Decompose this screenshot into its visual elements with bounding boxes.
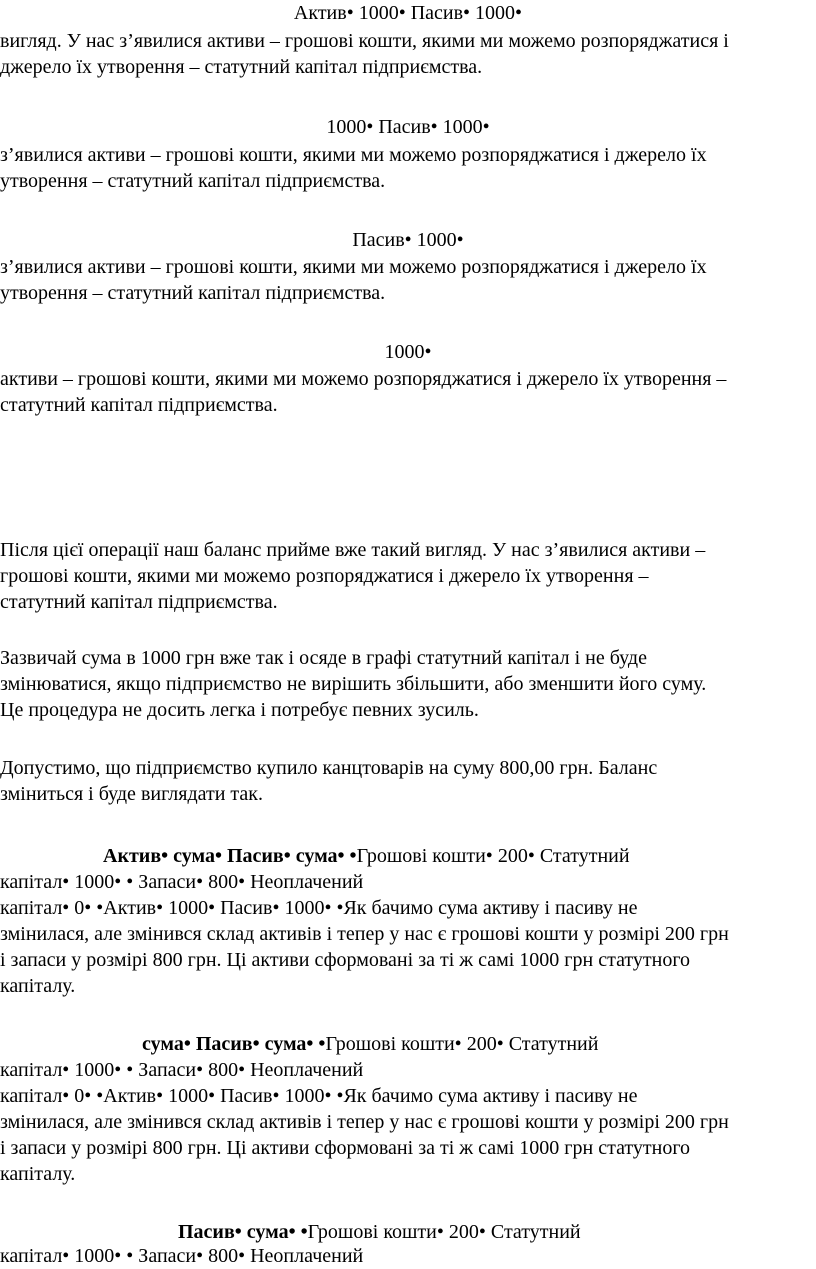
paragraph-line: грошові кошти, якими ми можемо розпоряджатися і джерело їх утворення – bbox=[0, 565, 649, 587]
paragraph-line: статутний капітал підприємства. bbox=[0, 591, 278, 613]
paragraph-line: капітал• 1000• • Запаси• 800• Неоплачений bbox=[0, 1245, 364, 1267]
table-text: Грошові кошти• 200• Статутний bbox=[325, 1033, 599, 1055]
paragraph-line: статутний капітал підприємства. bbox=[0, 394, 278, 416]
paragraph-line: капітал• 0• •Актив• 1000• Пасив• 1000• •Як бачимо сума активу і пасиву не bbox=[0, 897, 638, 919]
paragraph-line: джерело їх утворення – статутний капітал підприємства. bbox=[0, 56, 483, 78]
paragraph-line: і запаси у розмірі 800 грн. Ці активи сформовані за ті ж самі 1000 грн статутного bbox=[0, 1137, 691, 1159]
balance-table-header: Актив• сума• Пасив• сума• • bbox=[103, 845, 357, 867]
paragraph-line: утворення – статутний капітал підприємства. bbox=[0, 282, 386, 304]
paragraph-line: капіталу. bbox=[0, 1163, 76, 1185]
balance-header-line: 1000• Пасив• 1000• bbox=[326, 116, 490, 138]
paragraph-line: зміниться і буде виглядати так. bbox=[0, 783, 264, 805]
balance-table-header-line bbox=[0, 1031, 816, 1057]
paragraph-line: Допустимо, що підприємство купило канцтоварів на суму 800,00 грн. Баланс bbox=[0, 757, 658, 779]
balance-header-line: Пасив• 1000• bbox=[352, 229, 464, 251]
paragraph-line: капітал• 1000• • Запаси• 800• Неоплачений bbox=[0, 871, 364, 893]
balance-table-header-line bbox=[0, 843, 816, 869]
table-text: Грошові кошти• 200• Статутний bbox=[356, 845, 630, 867]
paragraph-line: з’явилися активи – грошові кошти, якими ми можемо розпоряджатися і джерело їх bbox=[0, 144, 707, 166]
paragraph-line: Після цієї операції наш баланс прийме вже такий вигляд. У нас з’явилися активи – bbox=[0, 539, 706, 561]
table-text: Грошові кошти• 200• Статутний bbox=[307, 1221, 581, 1243]
balance-table-header: Пасив• сума• • bbox=[178, 1221, 308, 1243]
balance-table-header-line bbox=[0, 1219, 816, 1245]
paragraph-line: утворення – статутний капітал підприємства. bbox=[0, 170, 386, 192]
paragraph-line: з’явилися активи – грошові кошти, якими ми можемо розпоряджатися і джерело їх bbox=[0, 256, 707, 278]
paragraph-line: змінюватися, якщо підприємство не вирішить збільшити, або зменшити його суму. bbox=[0, 673, 707, 695]
paragraph-line: капіталу. bbox=[0, 975, 76, 997]
paragraph-line: і запаси у розмірі 800 грн. Ці активи сформовані за ті ж самі 1000 грн статутного bbox=[0, 949, 691, 971]
paragraph-line: змінилася, але змінився склад активів і тепер у нас є грошові кошти у розмірі 200 грн bbox=[0, 1111, 729, 1133]
balance-header-line: Актив• 1000• Пасив• 1000• bbox=[293, 2, 523, 24]
balance-table-header: сума• Пасив• сума• • bbox=[142, 1033, 326, 1055]
paragraph-line: капітал• 0• •Актив• 1000• Пасив• 1000• •Як бачимо сума активу і пасиву не bbox=[0, 1085, 638, 1107]
paragraph-line: активи – грошові кошти, якими ми можемо розпоряджатися і джерело їх утворення – bbox=[0, 368, 727, 390]
paragraph-line: вигляд. У нас з’явилися активи – грошові кошти, якими ми можемо розпоряджатися і bbox=[0, 30, 729, 52]
paragraph-line: Зазвичай сума в 1000 грн вже так і осяде в графі статутний капітал і не буде bbox=[0, 647, 647, 669]
paragraph-line: капітал• 1000• • Запаси• 800• Неоплачений bbox=[0, 1059, 364, 1081]
balance-header-line: 1000• bbox=[384, 341, 432, 363]
paragraph-line: змінилася, але змінився склад активів і тепер у нас є грошові кошти у розмірі 200 грн bbox=[0, 923, 729, 945]
paragraph-line: Це процедура не досить легка і потребує певних зусиль. bbox=[0, 699, 479, 721]
